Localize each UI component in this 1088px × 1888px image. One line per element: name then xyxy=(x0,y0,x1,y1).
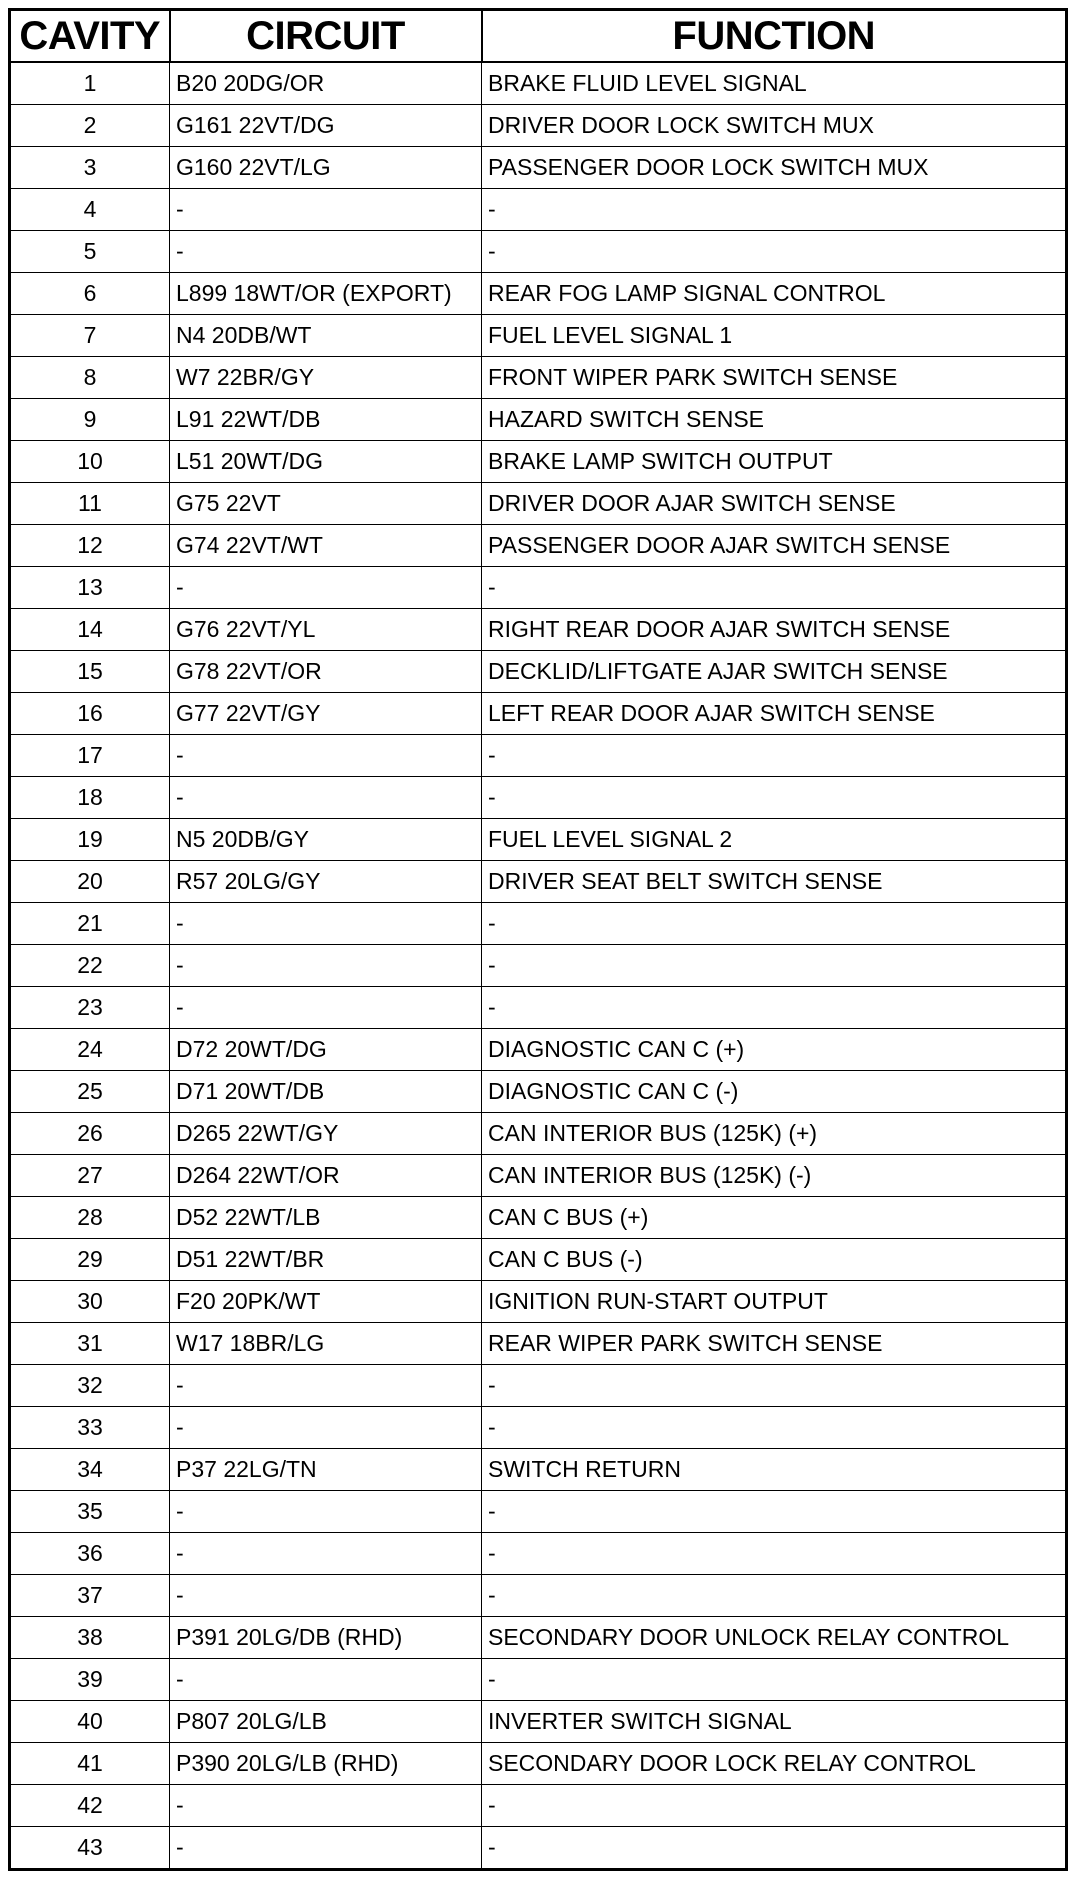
function-cell: - xyxy=(482,1407,1067,1449)
table-row xyxy=(10,1155,1067,1197)
circuit-cell: G75 22VT xyxy=(170,483,482,525)
circuit-cell: P807 20LG/LB xyxy=(170,1701,482,1743)
table-row xyxy=(10,693,1067,735)
table-row xyxy=(10,1575,1067,1617)
cavity-cell: 13 xyxy=(10,567,170,609)
circuit-cell: D72 20WT/DG xyxy=(170,1029,482,1071)
cavity-cell: 30 xyxy=(10,1281,170,1323)
table-row xyxy=(10,1113,1067,1155)
table-row xyxy=(10,1323,1067,1365)
table-row xyxy=(10,1407,1067,1449)
cavity-cell: 37 xyxy=(10,1575,170,1617)
cavity-cell: 28 xyxy=(10,1197,170,1239)
function-cell: CAN C BUS (+) xyxy=(482,1197,1067,1239)
connector-pinout-table xyxy=(8,8,1068,1871)
circuit-cell: - xyxy=(170,903,482,945)
circuit-cell: - xyxy=(170,1785,482,1827)
table-header xyxy=(10,10,1067,63)
cavity-cell: 19 xyxy=(10,819,170,861)
circuit-cell: G78 22VT/OR xyxy=(170,651,482,693)
function-cell: - xyxy=(482,1827,1067,1870)
circuit-cell: - xyxy=(170,231,482,273)
cavity-cell: 12 xyxy=(10,525,170,567)
cavity-cell: 14 xyxy=(10,609,170,651)
cavity-cell: 36 xyxy=(10,1533,170,1575)
cavity-cell: 9 xyxy=(10,399,170,441)
cavity-cell: 42 xyxy=(10,1785,170,1827)
circuit-cell: D265 22WT/GY xyxy=(170,1113,482,1155)
table-row xyxy=(10,651,1067,693)
cavity-cell: 27 xyxy=(10,1155,170,1197)
function-cell: DIAGNOSTIC CAN C (-) xyxy=(482,1071,1067,1113)
cavity-cell: 41 xyxy=(10,1743,170,1785)
function-cell: REAR WIPER PARK SWITCH SENSE xyxy=(482,1323,1067,1365)
circuit-cell: N5 20DB/GY xyxy=(170,819,482,861)
circuit-cell: G77 22VT/GY xyxy=(170,693,482,735)
table-row xyxy=(10,1743,1067,1785)
function-cell: SWITCH RETURN xyxy=(482,1449,1067,1491)
table-row xyxy=(10,1491,1067,1533)
circuit-cell: - xyxy=(170,189,482,231)
table-row xyxy=(10,861,1067,903)
circuit-cell: - xyxy=(170,1491,482,1533)
table-row xyxy=(10,1365,1067,1407)
function-cell: BRAKE LAMP SWITCH OUTPUT xyxy=(482,441,1067,483)
table-row xyxy=(10,1029,1067,1071)
function-column-header: FUNCTION xyxy=(482,10,1067,63)
cavity-cell: 6 xyxy=(10,273,170,315)
circuit-cell: - xyxy=(170,945,482,987)
circuit-cell: L899 18WT/OR (EXPORT) xyxy=(170,273,482,315)
header-row xyxy=(10,10,1067,63)
cavity-cell: 29 xyxy=(10,1239,170,1281)
circuit-cell: - xyxy=(170,567,482,609)
table-row xyxy=(10,1071,1067,1113)
table-row xyxy=(10,357,1067,399)
function-cell: PASSENGER DOOR LOCK SWITCH MUX xyxy=(482,147,1067,189)
table-row xyxy=(10,1827,1067,1870)
function-cell: - xyxy=(482,735,1067,777)
cavity-cell: 24 xyxy=(10,1029,170,1071)
table-row xyxy=(10,1281,1067,1323)
function-cell: - xyxy=(482,1533,1067,1575)
cavity-cell: 16 xyxy=(10,693,170,735)
table-row xyxy=(10,1617,1067,1659)
function-cell: CAN INTERIOR BUS (125K) (+) xyxy=(482,1113,1067,1155)
cavity-cell: 23 xyxy=(10,987,170,1029)
cavity-cell: 32 xyxy=(10,1365,170,1407)
table-row xyxy=(10,567,1067,609)
table-row xyxy=(10,1701,1067,1743)
circuit-cell: D264 22WT/OR xyxy=(170,1155,482,1197)
cavity-cell: 1 xyxy=(10,62,170,105)
circuit-cell: - xyxy=(170,1575,482,1617)
function-cell: - xyxy=(482,987,1067,1029)
function-cell: RIGHT REAR DOOR AJAR SWITCH SENSE xyxy=(482,609,1067,651)
circuit-cell: - xyxy=(170,1827,482,1870)
function-cell: DRIVER SEAT BELT SWITCH SENSE xyxy=(482,861,1067,903)
circuit-cell: W17 18BR/LG xyxy=(170,1323,482,1365)
circuit-cell: N4 20DB/WT xyxy=(170,315,482,357)
table-row xyxy=(10,105,1067,147)
function-cell: - xyxy=(482,189,1067,231)
cavity-cell: 39 xyxy=(10,1659,170,1701)
cavity-cell: 22 xyxy=(10,945,170,987)
function-cell: FRONT WIPER PARK SWITCH SENSE xyxy=(482,357,1067,399)
circuit-cell: D51 22WT/BR xyxy=(170,1239,482,1281)
function-cell: LEFT REAR DOOR AJAR SWITCH SENSE xyxy=(482,693,1067,735)
function-cell: - xyxy=(482,1575,1067,1617)
table-row xyxy=(10,525,1067,567)
function-cell: REAR FOG LAMP SIGNAL CONTROL xyxy=(482,273,1067,315)
table-row xyxy=(10,1449,1067,1491)
table-row xyxy=(10,609,1067,651)
function-cell: - xyxy=(482,1785,1067,1827)
table-row xyxy=(10,441,1067,483)
table-row xyxy=(10,231,1067,273)
circuit-cell: G76 22VT/YL xyxy=(170,609,482,651)
function-cell: FUEL LEVEL SIGNAL 1 xyxy=(482,315,1067,357)
table-row xyxy=(10,1239,1067,1281)
table-row xyxy=(10,62,1067,105)
cavity-cell: 7 xyxy=(10,315,170,357)
circuit-cell: F20 20PK/WT xyxy=(170,1281,482,1323)
cavity-cell: 18 xyxy=(10,777,170,819)
cavity-cell: 31 xyxy=(10,1323,170,1365)
cavity-cell: 15 xyxy=(10,651,170,693)
function-cell: BRAKE FLUID LEVEL SIGNAL xyxy=(482,62,1067,105)
table-row xyxy=(10,735,1067,777)
function-cell: DRIVER DOOR LOCK SWITCH MUX xyxy=(482,105,1067,147)
function-cell: DECKLID/LIFTGATE AJAR SWITCH SENSE xyxy=(482,651,1067,693)
table-row xyxy=(10,1197,1067,1239)
cavity-cell: 40 xyxy=(10,1701,170,1743)
table-row xyxy=(10,945,1067,987)
cavity-cell: 4 xyxy=(10,189,170,231)
circuit-cell: G160 22VT/LG xyxy=(170,147,482,189)
function-cell: - xyxy=(482,231,1067,273)
circuit-cell: - xyxy=(170,987,482,1029)
pinout-sheet xyxy=(8,8,1065,1871)
table-row xyxy=(10,819,1067,861)
circuit-cell: - xyxy=(170,1365,482,1407)
table-row xyxy=(10,903,1067,945)
cavity-cell: 43 xyxy=(10,1827,170,1870)
cavity-cell: 5 xyxy=(10,231,170,273)
cavity-cell: 25 xyxy=(10,1071,170,1113)
table-row xyxy=(10,399,1067,441)
table-row xyxy=(10,987,1067,1029)
circuit-cell: - xyxy=(170,735,482,777)
function-cell: SECONDARY DOOR UNLOCK RELAY CONTROL xyxy=(482,1617,1067,1659)
table-row xyxy=(10,1785,1067,1827)
function-cell: DIAGNOSTIC CAN C (+) xyxy=(482,1029,1067,1071)
cavity-cell: 35 xyxy=(10,1491,170,1533)
table-row xyxy=(10,315,1067,357)
circuit-cell: W7 22BR/GY xyxy=(170,357,482,399)
circuit-cell: P37 22LG/TN xyxy=(170,1449,482,1491)
circuit-cell: P391 20LG/DB (RHD) xyxy=(170,1617,482,1659)
table-row xyxy=(10,777,1067,819)
circuit-cell: - xyxy=(170,1407,482,1449)
circuit-cell: L51 20WT/DG xyxy=(170,441,482,483)
circuit-cell: R57 20LG/GY xyxy=(170,861,482,903)
function-cell: - xyxy=(482,1365,1067,1407)
function-cell: FUEL LEVEL SIGNAL 2 xyxy=(482,819,1067,861)
cavity-column-header: CAVITY xyxy=(10,10,170,63)
table-row xyxy=(10,1533,1067,1575)
function-cell: PASSENGER DOOR AJAR SWITCH SENSE xyxy=(482,525,1067,567)
circuit-cell: B20 20DG/OR xyxy=(170,62,482,105)
cavity-cell: 11 xyxy=(10,483,170,525)
circuit-cell: - xyxy=(170,1533,482,1575)
function-cell: DRIVER DOOR AJAR SWITCH SENSE xyxy=(482,483,1067,525)
circuit-cell: P390 20LG/LB (RHD) xyxy=(170,1743,482,1785)
table-row xyxy=(10,189,1067,231)
circuit-cell: G74 22VT/WT xyxy=(170,525,482,567)
cavity-cell: 2 xyxy=(10,105,170,147)
table-row xyxy=(10,147,1067,189)
function-cell: - xyxy=(482,1491,1067,1533)
cavity-cell: 38 xyxy=(10,1617,170,1659)
cavity-cell: 20 xyxy=(10,861,170,903)
function-cell: - xyxy=(482,567,1067,609)
circuit-cell: G161 22VT/DG xyxy=(170,105,482,147)
table-row xyxy=(10,1659,1067,1701)
cavity-cell: 21 xyxy=(10,903,170,945)
table-row xyxy=(10,483,1067,525)
circuit-column-header: CIRCUIT xyxy=(170,10,482,63)
cavity-cell: 17 xyxy=(10,735,170,777)
circuit-cell: - xyxy=(170,1659,482,1701)
function-cell: HAZARD SWITCH SENSE xyxy=(482,399,1067,441)
cavity-cell: 3 xyxy=(10,147,170,189)
function-cell: CAN INTERIOR BUS (125K) (-) xyxy=(482,1155,1067,1197)
cavity-cell: 26 xyxy=(10,1113,170,1155)
function-cell: SECONDARY DOOR LOCK RELAY CONTROL xyxy=(482,1743,1067,1785)
cavity-cell: 33 xyxy=(10,1407,170,1449)
table-row xyxy=(10,273,1067,315)
function-cell: - xyxy=(482,1659,1067,1701)
circuit-cell: L91 22WT/DB xyxy=(170,399,482,441)
circuit-cell: D71 20WT/DB xyxy=(170,1071,482,1113)
circuit-cell: D52 22WT/LB xyxy=(170,1197,482,1239)
circuit-cell: - xyxy=(170,777,482,819)
cavity-cell: 8 xyxy=(10,357,170,399)
function-cell: CAN C BUS (-) xyxy=(482,1239,1067,1281)
function-cell: IGNITION RUN-START OUTPUT xyxy=(482,1281,1067,1323)
function-cell: - xyxy=(482,945,1067,987)
function-cell: - xyxy=(482,777,1067,819)
cavity-cell: 10 xyxy=(10,441,170,483)
table-body xyxy=(10,62,1067,1870)
function-cell: INVERTER SWITCH SIGNAL xyxy=(482,1701,1067,1743)
cavity-cell: 34 xyxy=(10,1449,170,1491)
function-cell: - xyxy=(482,903,1067,945)
